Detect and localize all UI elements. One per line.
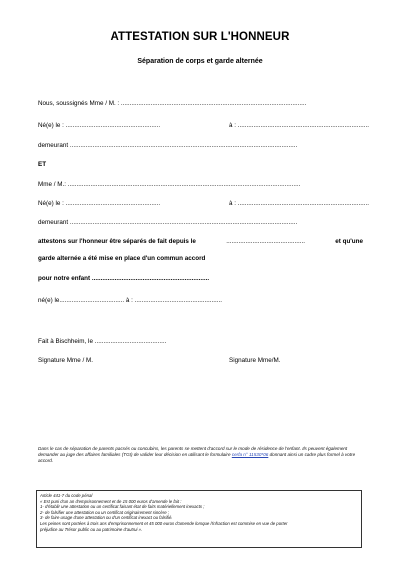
- legal-line: Les peines sont portées à trois ans d'emprisonnement et 45 000 euros d'amende lorsque l'infraction est commise en vue de porter: [40, 520, 288, 526]
- legal-line: Article 441-7 du code pénal: [40, 493, 93, 498]
- document-subtitle: Séparation de corps et garde alternée: [137, 58, 263, 65]
- footer-note-part1: Dans le cas de séparation de parents pacsés ou concubins, les parents se mettent d'accord sur le mode de résidence de l'enfant. Ils peuvent également demander au juge des affaires familiales (TGI) de valider leur décision en utilisant le formulaire: [38, 446, 348, 458]
- legal-line: « Est puni d'un an d'emprisonnement et de 15 000 euros d'amende le fait :: [40, 498, 182, 504]
- signature-left-label: Signature Mme / M.: [38, 357, 93, 364]
- nous-soussignes-field[interactable]: Nous, soussignés Mme / M. : ..........................................................................................................: [38, 100, 307, 107]
- legal-article-box: [36, 490, 362, 548]
- birth-place-field-1[interactable]: à : ...........................................................................: [229, 122, 369, 129]
- separation-date-field[interactable]: .............................................: [226, 238, 305, 245]
- child-birth-field[interactable]: né(e) le..................................... à : ..................................................: [38, 297, 223, 304]
- footer-note: [38, 446, 363, 465]
- legal-line: préjudice au Trésor public ou au patrimoine d'autrui ».: [40, 526, 143, 532]
- place-date-field[interactable]: Fait à Bischheim, le .........................................: [38, 338, 167, 345]
- birth-date-field-2[interactable]: Né(e) le : ......................................................: [38, 200, 161, 207]
- birth-place-field-2[interactable]: à : ...........................................................................: [229, 200, 369, 207]
- attestation-text-left: attestons sur l'honneur être séparés de fait depuis le: [38, 238, 196, 245]
- legal-line: 2- de falsifier une attestation ou un certificat originairement sincère ;: [40, 509, 169, 515]
- attestation-text-right: et qu'une: [335, 238, 363, 245]
- cerfa-link[interactable]: cerfa n° 11530*06: [231, 452, 269, 458]
- address-field-1[interactable]: demeurant ..................................................................................................................................: [38, 142, 298, 149]
- signature-right-label: Signature Mme/M.: [229, 357, 281, 364]
- footer-note-part2: donnant ainsi un cadre plus formel à votre accord.: [38, 452, 356, 464]
- garde-alternee-text: garde alternée a été mise en place d'un commun accord: [38, 255, 206, 262]
- legal-line: 1- d'établir une attestation ou un certificat faisant état de faits matériellement inexacts ;: [40, 504, 205, 510]
- birth-date-field-1[interactable]: Né(e) le : ......................................................: [38, 122, 161, 129]
- second-parent-field[interactable]: Mme / M.: .....................................................................................................................................: [38, 181, 301, 188]
- et-label: ET: [38, 161, 47, 168]
- document-title: ATTESTATION SUR L'HONNEUR: [110, 31, 290, 43]
- child-name-field[interactable]: pour notre enfant ...................................................................: [38, 275, 210, 282]
- legal-line: 3- de faire usage d'une attestation ou d'un certificat inexact ou falsifié.: [40, 515, 173, 521]
- attestation-statement: [38, 233, 363, 267]
- address-field-2[interactable]: demeurant ..................................................................................................................................: [38, 219, 298, 226]
